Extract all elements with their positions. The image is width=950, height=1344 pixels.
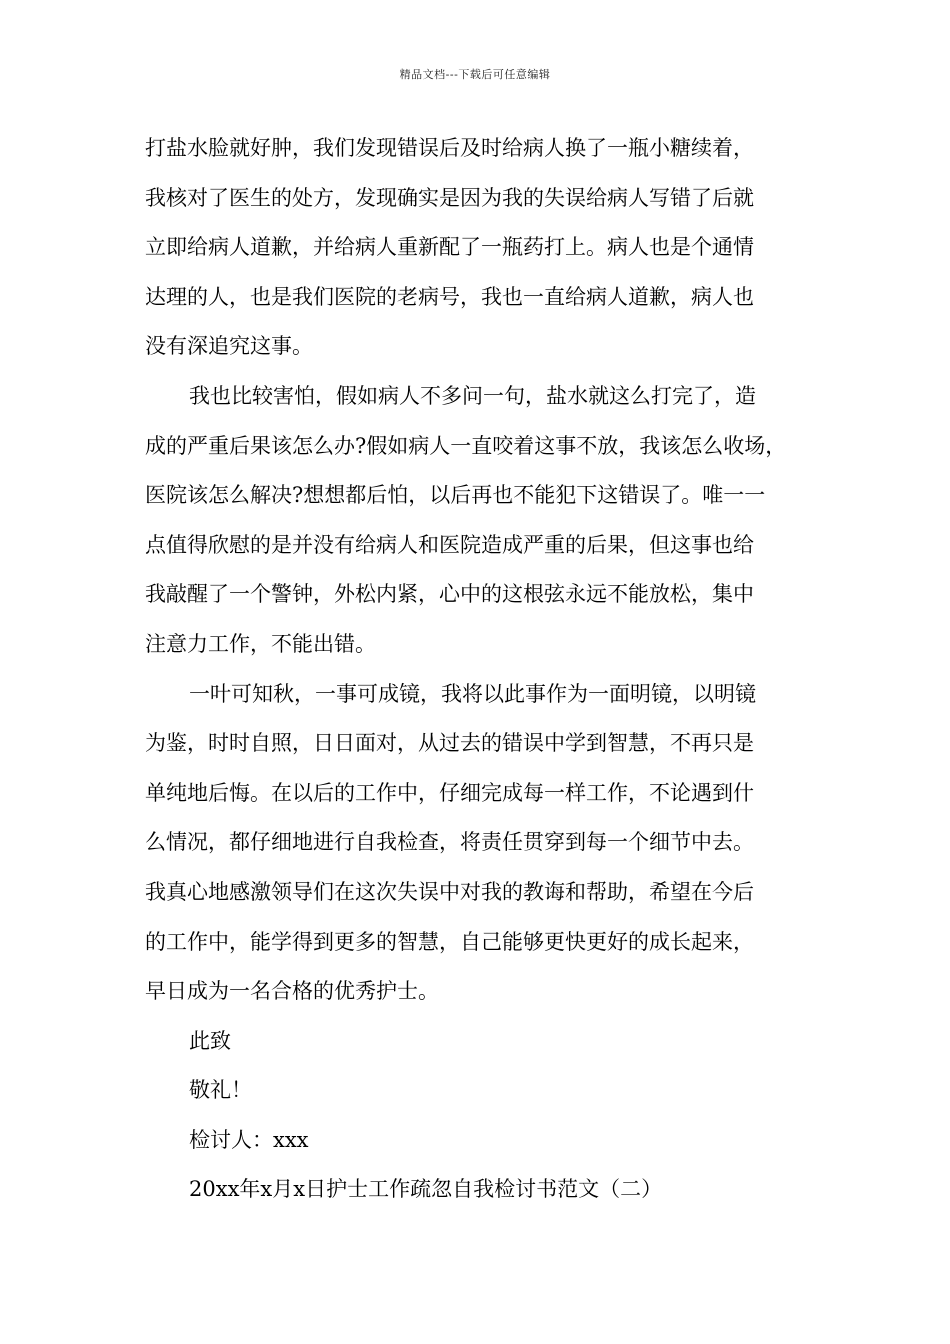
text-line: 我真心地感激领导们在这次失误中对我的教诲和帮助，希望在今后 (145, 879, 754, 904)
document-body (145, 124, 817, 1215)
page-header: 精品文档---下载后可任意编辑 (399, 68, 551, 81)
text-line: 没有深追究这事。 (145, 334, 313, 359)
text-line: 我敲醒了一个警钟，外松内紧，心中的这根弦永远不能放松，集中 (145, 582, 754, 607)
paragraph-start-line: 我也比较害怕，假如病人不多问一句，盐水就这么打完了，造 (189, 383, 756, 408)
closing-salutation: 此致 (189, 1028, 231, 1053)
text-line: 的工作中，能学得到更多的智慧，自己能够更快更好的成长起来， (145, 929, 754, 954)
paragraph-start-line: 一叶可知秋，一事可成镜，我将以此事作为一面明镜，以明镜 (189, 681, 756, 706)
text-line: 打盐水脸就好肿，我们发现错误后及时给病人换了一瓶小糖续着， (145, 136, 754, 160)
text-line: 注意力工作，不能出错。 (145, 631, 376, 656)
text-line: 成的严重后果该怎么办?假如病人一直咬着这事不放，我该怎么收场， (145, 433, 787, 458)
text-line: 单纯地后悔。在以后的工作中，仔细完成每一样工作，不论遇到什 (145, 780, 754, 805)
signature-line: 检讨人：xxx (189, 1127, 309, 1152)
text-line: 点值得欣慰的是并没有给病人和医院造成严重的后果，但这事也给 (145, 532, 754, 557)
text-line: 我核对了医生的处方，发现确实是因为我的失误给病人写错了后就 (145, 185, 754, 210)
text-line: 医院该怎么解决?想想都后怕，以后再也不能犯下这错误了。唯一一 (145, 483, 766, 508)
date-title-line: 20xx年x月x日护士工作疏忽自我检讨书范文（二） (189, 1177, 663, 1202)
text-line: 立即给病人道歉，并给病人重新配了一瓶药打上。病人也是个通情 (145, 235, 754, 260)
text-line: 么情况，都仔细地进行自我检查，将责任贯穿到每一个细节中去。 (145, 830, 754, 855)
text-line: 为鉴，时时自照，日日面对，从过去的错误中学到智慧，不再只是 (145, 731, 754, 756)
closing-respect: 敬礼！ (189, 1078, 252, 1103)
text-line: 达理的人，也是我们医院的老病号，我也一直给病人道歉，病人也 (145, 284, 754, 309)
text-line: 早日成为一名合格的优秀护士。 (145, 979, 439, 1004)
